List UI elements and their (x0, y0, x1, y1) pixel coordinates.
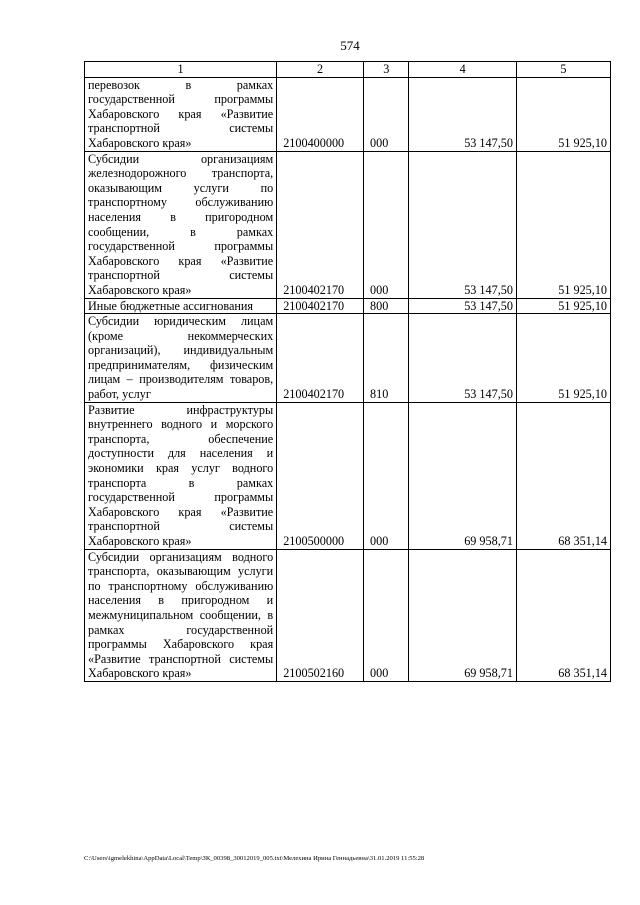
table-row (85, 402, 611, 549)
amount-year-2: 51 925,10 (516, 314, 610, 403)
expense-kind-code: 810 (364, 314, 409, 403)
expense-kind-code: 000 (364, 549, 409, 681)
amount-year-1: 53 147,50 (409, 314, 516, 403)
row-description: перевозок в рамках государственной программы Хабаровского края «Развитие транспортной системы Хабаровского края» (85, 77, 277, 151)
amount-year-1: 53 147,50 (409, 77, 516, 151)
row-description: Развитие инфраструктуры внутреннего водного и морского транспорта, обеспечение доступности для населения и экономики края услуг водного транспорта в рамках государственной программы Хабаровского края «Развитие транспортной системы Хабаровского края» (85, 402, 277, 549)
column-header: 1 (85, 62, 277, 78)
target-article-code: 2100500000 (277, 402, 364, 549)
target-article-code: 2100402170 (277, 298, 364, 314)
page-number: 574 (340, 38, 360, 53)
row-description: Субсидии организациям железнодорожного транспорта, оказывающим услуги по транспортному обслуживанию населения в пригородном сообщении, в рамках государственной программы Хабаровского края «Развитие транспортной системы Хабаровского края» (85, 151, 277, 298)
expense-kind-code: 800 (364, 298, 409, 314)
column-header: 2 (277, 62, 364, 78)
table-row (85, 77, 611, 151)
expense-kind-code: 000 (364, 402, 409, 549)
column-header: 5 (516, 62, 610, 78)
table-row (85, 549, 611, 681)
target-article-code: 2100502160 (277, 549, 364, 681)
table-row (85, 151, 611, 298)
target-article-code: 2100400000 (277, 77, 364, 151)
row-description: Субсидии организациям водного транспорта, оказывающим услуги по транспортному обслуживанию населения в пригородном и межмуниципальном сообщении, в рамках государственной программы Хабаровского края «Развитие транспортной системы Хабаровского края» (85, 549, 277, 681)
amount-year-1: 53 147,50 (409, 151, 516, 298)
amount-year-1: 69 958,71 (409, 549, 516, 681)
expense-kind-code: 000 (364, 77, 409, 151)
row-description: Субсидии юридическим лицам (кроме некоммерческих организаций), индивидуальным предпринимателям, физическим лицам – производителям товаров, работ, услуг (85, 314, 277, 403)
row-description: Иные бюджетные ассигнования (85, 298, 277, 314)
table-header-row (85, 62, 611, 78)
amount-year-2: 68 351,14 (516, 402, 610, 549)
table-row (85, 298, 611, 314)
column-header: 4 (409, 62, 516, 78)
amount-year-1: 69 958,71 (409, 402, 516, 549)
target-article-code: 2100402170 (277, 314, 364, 403)
amount-year-2: 51 925,10 (516, 77, 610, 151)
column-header: 3 (364, 62, 409, 78)
file-path-footer: C:\Users\igmelekhina\AppData\Local\Temp\ЗК_00398_30012019_005.txt\Мелехина Ирина Геннадьевна\31.01.2019 11:55:28 (84, 855, 425, 862)
amount-year-2: 51 925,10 (516, 298, 610, 314)
table-row (85, 314, 611, 403)
amount-year-1: 53 147,50 (409, 298, 516, 314)
expense-kind-code: 000 (364, 151, 409, 298)
amount-year-2: 68 351,14 (516, 549, 610, 681)
target-article-code: 2100402170 (277, 151, 364, 298)
budget-table (84, 61, 611, 682)
amount-year-2: 51 925,10 (516, 151, 610, 298)
